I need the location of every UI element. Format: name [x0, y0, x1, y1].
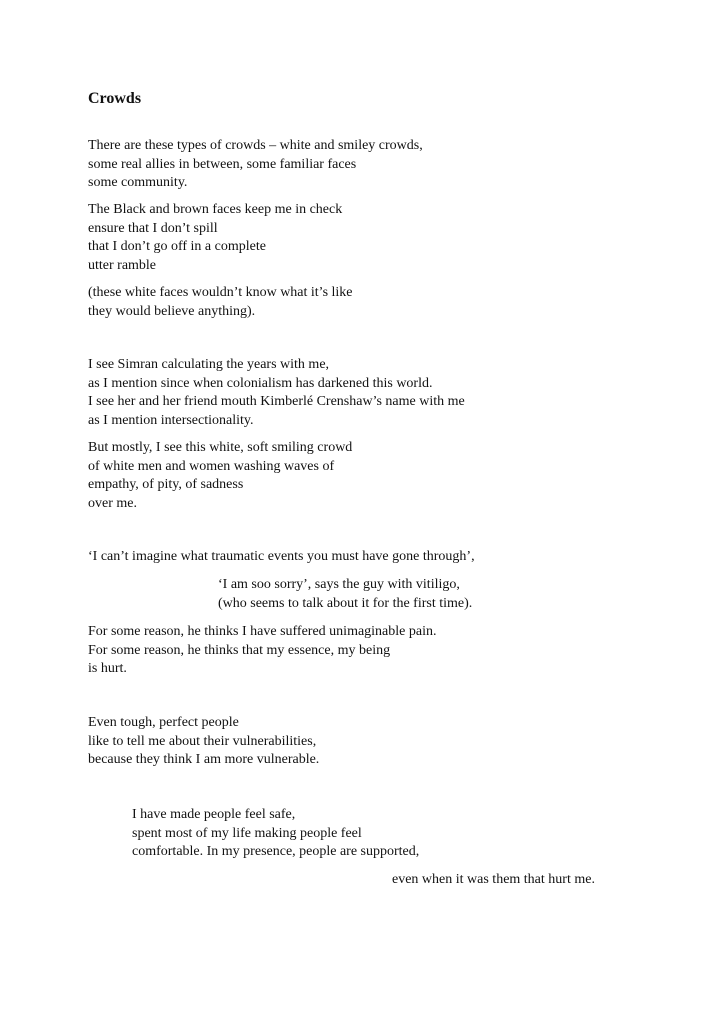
poem-line: I have made people feel safe,	[132, 807, 296, 822]
poem-line: over me.	[88, 495, 137, 511]
poem-line: some community.	[88, 175, 188, 190]
stanza-4	[88, 356, 465, 430]
stanza-8	[88, 623, 436, 679]
stanza-5	[88, 439, 352, 513]
poem-line: ‘I can’t imagine what traumatic events you must have gone through’,	[88, 549, 475, 564]
poem-line: of white men and women washing waves of	[88, 458, 335, 474]
poem-line: they would believe anything).	[88, 303, 256, 319]
poem-line: ensure that I don’t spill	[88, 220, 218, 236]
poem-line: is hurt.	[88, 661, 127, 676]
poem-line: But mostly, I see this white, soft smiling crowd	[88, 440, 353, 455]
stanza-3	[88, 284, 353, 321]
stanza-10	[132, 806, 419, 862]
poem-line: even when it was them that hurt me.	[392, 872, 595, 887]
poem-line: comfortable. In my presence, people are supported,	[132, 844, 420, 859]
poem-line: The Black and brown faces keep me in check	[88, 202, 343, 217]
poem-line: that I don’t go off in a complete	[88, 239, 266, 254]
stanza-11	[392, 871, 595, 890]
stanza-1	[88, 137, 423, 193]
poem-line: because they think I am more vulnerable.	[88, 752, 320, 767]
poem-line: as I mention intersectionality.	[88, 412, 254, 428]
poem-line: empathy, of pity, of sadness	[88, 477, 244, 492]
poem-line: I see her and her friend mouth Kimberlé Crenshaw’s name with me	[88, 394, 465, 409]
poem-line: some real allies in between, some familiar faces	[88, 156, 357, 172]
poem-line: For some reason, he thinks that my essence, my being	[88, 642, 391, 658]
poem-line: Even tough, perfect people	[88, 715, 239, 730]
poem-line: (these white faces wouldn’t know what it’s like	[88, 285, 353, 300]
poem-title: Crowds	[88, 90, 142, 107]
poem-line: For some reason, he thinks I have suffered unimaginable pain.	[88, 624, 437, 639]
stanza-2	[88, 201, 342, 275]
poem-line: (who seems to talk about it for the first time).	[218, 595, 473, 611]
poem-line: ‘I am soo sorry’, says the guy with vitiligo,	[218, 577, 460, 592]
stanza-9	[88, 714, 319, 770]
poem-line: utter ramble	[88, 257, 157, 273]
stanza-6	[88, 548, 475, 567]
poem-line: spent most of my life making people feel	[132, 825, 362, 841]
poem-line: like to tell me about their vulnerabilities,	[88, 733, 317, 749]
stanza-7	[218, 576, 472, 613]
poem-line: as I mention since when colonialism has darkened this world.	[88, 375, 433, 391]
poem-line: I see Simran calculating the years with me,	[88, 357, 330, 372]
poem-line: There are these types of crowds – white and smiley crowds,	[88, 138, 423, 153]
